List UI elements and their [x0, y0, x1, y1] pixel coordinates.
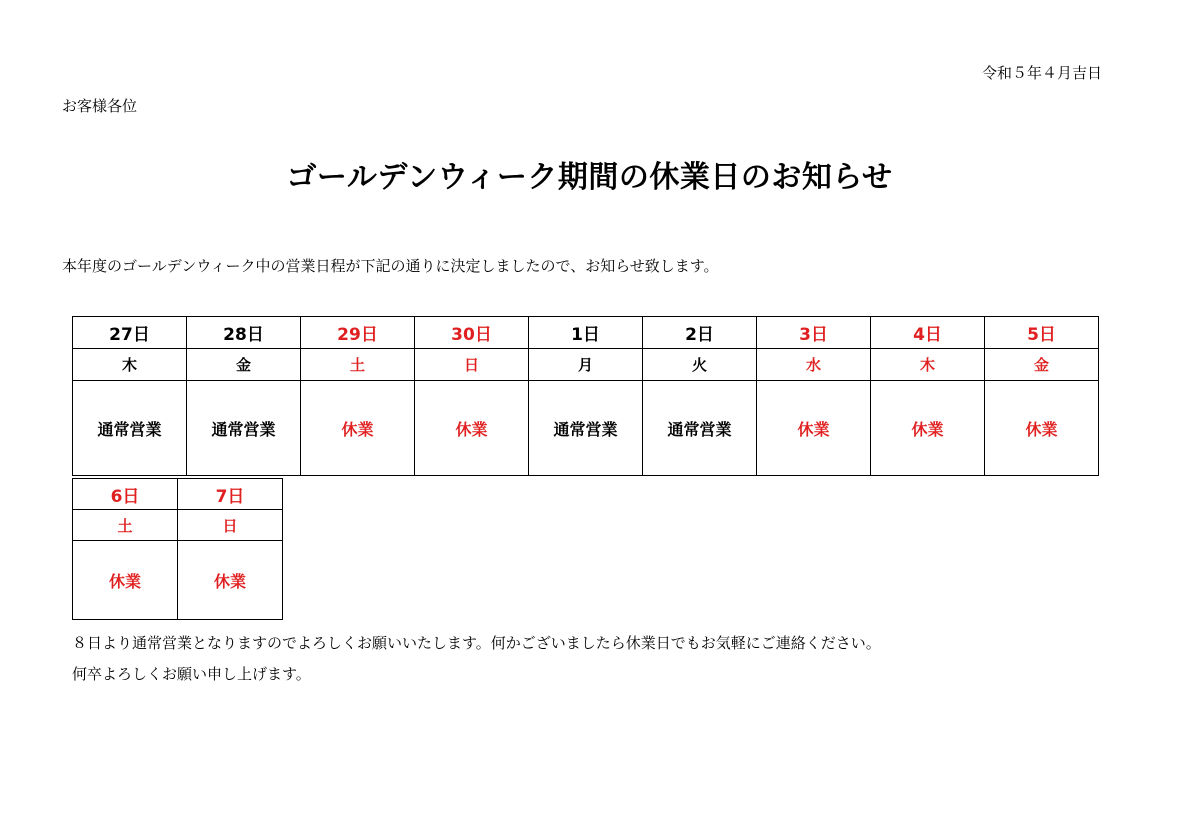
status-cell: 通常営業: [643, 381, 757, 476]
weekday-cell: 水: [757, 349, 871, 381]
status-cell: 休業: [73, 541, 178, 620]
date-cell: 6日: [73, 479, 178, 510]
closing-line: 何卒よろしくお願い申し上げます。: [72, 665, 311, 683]
status-cell: 通常営業: [529, 381, 643, 476]
date-row: [73, 479, 283, 510]
notice-title: ゴールデンウィーク期間の休業日のお知らせ: [286, 160, 893, 195]
date-row: [73, 317, 1099, 349]
status-cell: 休業: [757, 381, 871, 476]
issue-date: 令和５年４月吉日: [981, 64, 1102, 82]
status-cell: 休業: [415, 381, 529, 476]
schedule-table-row1: [72, 316, 1099, 476]
date-cell: 2日: [643, 317, 757, 349]
date-cell: 29日: [301, 317, 415, 349]
weekday-cell: 土: [73, 510, 178, 541]
schedule-table-row2: [72, 478, 283, 620]
date-cell: 7日: [178, 479, 283, 510]
weekday-cell: 木: [871, 349, 985, 381]
date-cell: 30日: [415, 317, 529, 349]
status-cell: 休業: [871, 381, 985, 476]
status-cell: 休業: [301, 381, 415, 476]
footer-note: ８日より通常営業となりますのでよろしくお願いいたします。何かございましたら休業日でもお気軽にご連絡ください。: [72, 634, 881, 652]
status-cell: 休業: [985, 381, 1099, 476]
date-cell: 27日: [73, 317, 187, 349]
date-cell: 3日: [757, 317, 871, 349]
weekday-cell: 日: [178, 510, 283, 541]
status-cell: 通常営業: [73, 381, 187, 476]
status-cell: 休業: [178, 541, 283, 620]
status-row: [73, 381, 1099, 476]
intro-text: 本年度のゴールデンウィーク中の営業日程が下記の通りに決定しましたので、お知らせ致します。: [62, 257, 719, 275]
weekday-row: [73, 349, 1099, 381]
weekday-cell: 金: [187, 349, 301, 381]
weekday-cell: 木: [73, 349, 187, 381]
weekday-cell: 土: [301, 349, 415, 381]
date-cell: 28日: [187, 317, 301, 349]
weekday-row: [73, 510, 283, 541]
date-cell: 1日: [529, 317, 643, 349]
weekday-cell: 日: [415, 349, 529, 381]
addressee: お客様各位: [62, 97, 138, 115]
weekday-cell: 月: [529, 349, 643, 381]
status-row: [73, 541, 283, 620]
weekday-cell: 火: [643, 349, 757, 381]
date-cell: 4日: [871, 317, 985, 349]
status-cell: 通常営業: [187, 381, 301, 476]
weekday-cell: 金: [985, 349, 1099, 381]
date-cell: 5日: [985, 317, 1099, 349]
